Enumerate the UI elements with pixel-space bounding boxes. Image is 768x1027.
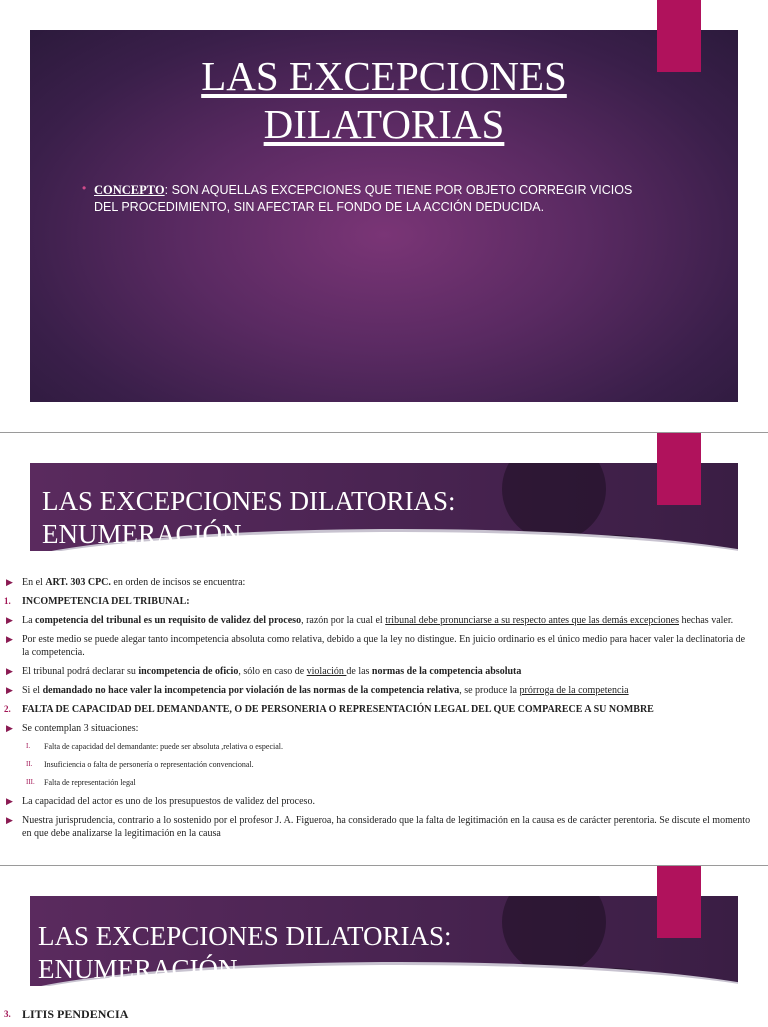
triangle-bullet-icon: ▶ [6, 815, 13, 825]
accent-tab [657, 866, 701, 938]
roman-numeral: III. [26, 778, 35, 786]
triangle-bullet-icon: ▶ [6, 634, 13, 644]
roman-numeral: I. [26, 742, 31, 750]
text: Falta de capacidad del demandante: puede ser absoluta ,relativa o especial. [44, 742, 284, 751]
accent-tab [657, 433, 701, 505]
triangle-bullet-icon: ▶ [6, 685, 13, 695]
text: normas de la competencia absoluta [371, 666, 522, 677]
slide-3-content [0, 1008, 768, 1027]
list-number: 1. [4, 596, 11, 606]
text: hechas valer. [678, 615, 734, 626]
text: En el [22, 577, 46, 588]
list-item [0, 1008, 768, 1021]
text: tribunal debe pronunciarse a su respecto antes que las demás excepciones [385, 615, 679, 626]
concept-term: CONCEPTO [94, 183, 165, 197]
list-item [0, 595, 768, 608]
slide-1 [0, 0, 768, 432]
section-heading: LITIS PENDENCIA [22, 1007, 129, 1021]
text: prórroga de la competencia [519, 685, 629, 696]
slide-2-title [42, 485, 456, 551]
triangle-bullet-icon: ▶ [6, 577, 13, 587]
sub-item [0, 777, 768, 788]
triangle-bullet-icon: ▶ [6, 723, 13, 733]
decorative-circle [502, 463, 606, 541]
section-heading: INCOMPETENCIA DEL TRIBUNAL: [22, 596, 190, 607]
slide-2-header-band [30, 463, 738, 551]
list-item [0, 665, 768, 678]
sub-item [0, 741, 768, 752]
list-number: 3. [4, 1009, 11, 1019]
text: Falta de representación legal [44, 778, 136, 787]
slide-1-title [30, 52, 738, 148]
text: El tribunal podrá declarar su [22, 666, 139, 677]
decorative-circle [502, 896, 606, 974]
article-ref: ART. 303 CPC. [45, 577, 111, 588]
text: La [22, 615, 36, 626]
list-number: 2. [4, 704, 11, 714]
text: Se contemplan 3 situaciones: [22, 723, 139, 734]
text: , razón por la cual el [301, 615, 386, 626]
triangle-bullet-icon: ▶ [6, 615, 13, 625]
text: , se produce la [459, 685, 520, 696]
section-heading: FALTA DE CAPACIDAD DEL DEMANDANTE, O DE PERSONERIA O REPRESENTACIÓN LEGAL DEL QUE COMPARECE A SU NOMBRE [22, 704, 654, 715]
bullet-dot-icon: • [82, 181, 87, 195]
slide-2-content [0, 576, 768, 846]
list-item [0, 614, 768, 627]
list-item [0, 814, 768, 840]
triangle-bullet-icon: ▶ [6, 666, 13, 676]
slide-3-header-band [30, 896, 738, 986]
title-line-2: ENUMERACIÓN [38, 954, 238, 984]
concept-text: : SON AQUELLAS EXCEPCIONES QUE TIENE POR OBJETO CORREGIR VICIOS DEL PROCEDIMIENTO, SIN AFECTAR EL FONDO DE LA ACCIÓN DEDUCIDA. [94, 183, 633, 214]
list-item [0, 795, 768, 808]
list-item [0, 633, 768, 659]
list-item [0, 576, 768, 589]
title-line-1: LAS EXCEPCIONES DILATORIAS: [38, 921, 452, 951]
text: en orden de incisos se encuentra: [110, 577, 246, 588]
title-line-1: LAS EXCEPCIONES [201, 53, 567, 99]
list-item [0, 684, 768, 697]
text: La capacidad del actor es uno de los presupuestos de validez del proceso. [22, 796, 315, 807]
slide-2 [0, 433, 768, 865]
text: incompetencia de oficio [138, 666, 239, 677]
text: violación [306, 666, 347, 677]
title-line-2: DILATORIAS [263, 101, 505, 147]
roman-numeral: II. [26, 760, 33, 768]
text: Si el [22, 685, 43, 696]
slide-3 [0, 866, 768, 1024]
title-line-2: ENUMERACIÓN [42, 519, 242, 549]
text: Nuestra jurisprudencia, contrario a lo sostenido por el profesor J. A. Figueroa, ha considerado que la falta de legitimación en la causa es de carácter perentoria. Se discute el momento en que debe analizarse la legitimación en la causa [22, 815, 751, 839]
list-item [0, 722, 768, 735]
sub-item [0, 759, 768, 770]
list-item [0, 703, 768, 716]
text: demandado no hace valer la incompetencia por violación de las normas de la competencia relativa [42, 685, 460, 696]
title-line-1: LAS EXCEPCIONES DILATORIAS: [42, 486, 456, 516]
text: competencia del tribunal es un requisito de validez del proceso [35, 615, 302, 626]
text: de las [346, 666, 372, 677]
text: , sólo en caso de [238, 666, 307, 677]
slide-3-title [38, 920, 452, 986]
concept-bullet [82, 181, 654, 216]
text: Insuficiencia o falta de personería o representación convencional. [44, 760, 254, 769]
triangle-bullet-icon: ▶ [6, 796, 13, 806]
text: Por este medio se puede alegar tanto incompetencia absoluta como relativa, debido a que la ley no distingue. En juicio ordinario es el único medio para hacer valer la declinatoria de la competencia. [22, 634, 746, 658]
